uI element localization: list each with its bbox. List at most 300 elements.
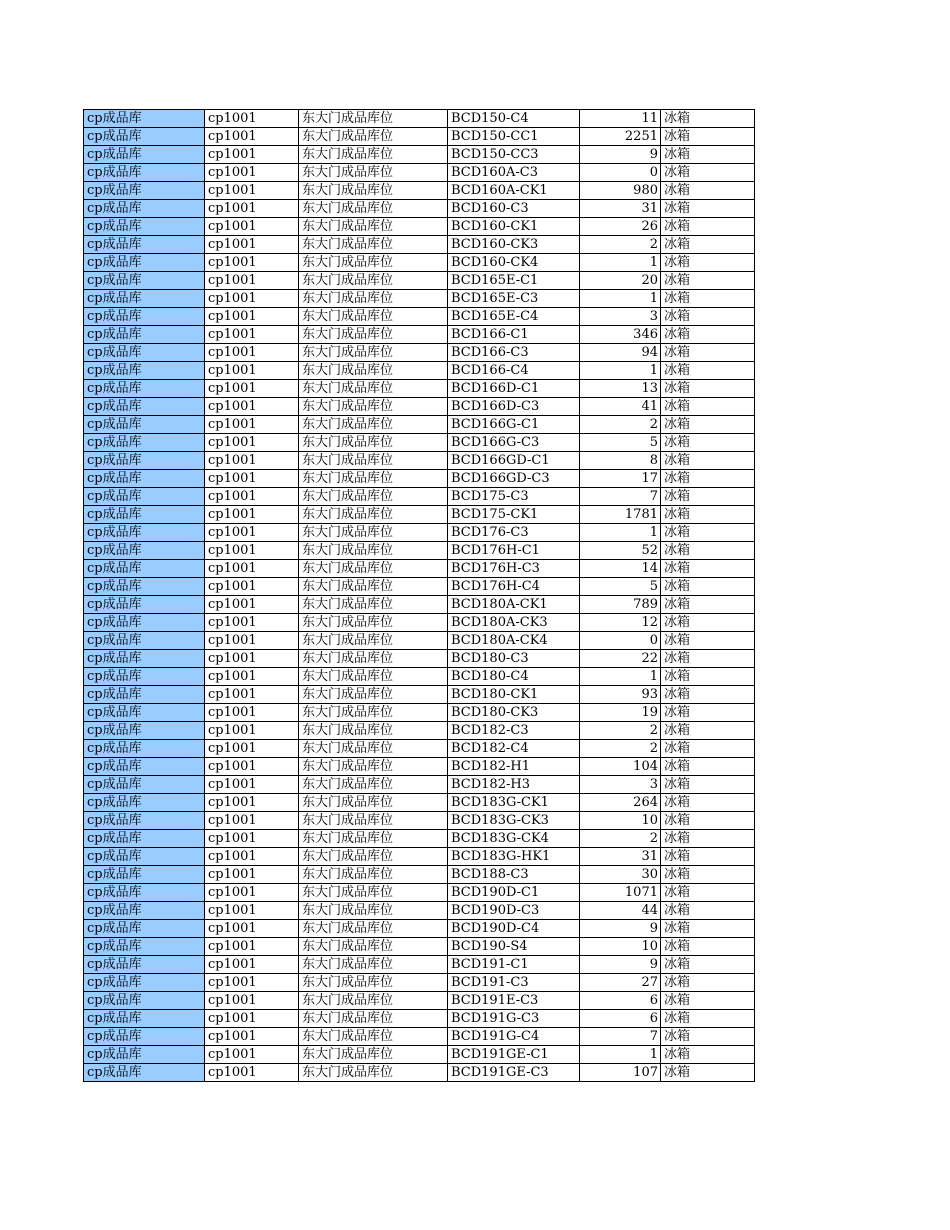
- model-cell[interactable]: BCD160A-C3: [448, 164, 580, 182]
- warehouse-cell[interactable]: cp成品库: [84, 398, 205, 416]
- model-cell[interactable]: BCD180-CK1: [448, 686, 580, 704]
- model-cell[interactable]: BCD180-C4: [448, 668, 580, 686]
- category-cell[interactable]: 冰箱: [661, 866, 755, 884]
- location-cell[interactable]: 东大门成品库位: [299, 722, 448, 740]
- quantity-cell[interactable]: 44: [580, 902, 661, 920]
- location-cell[interactable]: 东大门成品库位: [299, 704, 448, 722]
- quantity-cell[interactable]: 13: [580, 380, 661, 398]
- warehouse-cell[interactable]: cp成品库: [84, 362, 205, 380]
- location-cell[interactable]: 东大门成品库位: [299, 344, 448, 362]
- location-cell[interactable]: 东大门成品库位: [299, 740, 448, 758]
- quantity-cell[interactable]: 1: [580, 254, 661, 272]
- model-cell[interactable]: BCD190D-C4: [448, 920, 580, 938]
- category-cell[interactable]: 冰箱: [661, 596, 755, 614]
- location-cell[interactable]: 东大门成品库位: [299, 164, 448, 182]
- warehouse-cell[interactable]: cp成品库: [84, 326, 205, 344]
- warehouse-cell[interactable]: cp成品库: [84, 974, 205, 992]
- location-cell[interactable]: 东大门成品库位: [299, 488, 448, 506]
- model-cell[interactable]: BCD166D-C1: [448, 380, 580, 398]
- quantity-cell[interactable]: 94: [580, 344, 661, 362]
- location-cell[interactable]: 东大门成品库位: [299, 452, 448, 470]
- quantity-cell[interactable]: 7: [580, 488, 661, 506]
- quantity-cell[interactable]: 27: [580, 974, 661, 992]
- location-cell[interactable]: 东大门成品库位: [299, 560, 448, 578]
- warehouse-code-cell[interactable]: cp1001: [205, 1028, 299, 1046]
- location-cell[interactable]: 东大门成品库位: [299, 1046, 448, 1064]
- warehouse-code-cell[interactable]: cp1001: [205, 596, 299, 614]
- model-cell[interactable]: BCD176-C3: [448, 524, 580, 542]
- warehouse-cell[interactable]: cp成品库: [84, 1064, 205, 1082]
- model-cell[interactable]: BCD175-C3: [448, 488, 580, 506]
- location-cell[interactable]: 东大门成品库位: [299, 1010, 448, 1028]
- category-cell[interactable]: 冰箱: [661, 362, 755, 380]
- model-cell[interactable]: BCD191E-C3: [448, 992, 580, 1010]
- warehouse-code-cell[interactable]: cp1001: [205, 668, 299, 686]
- location-cell[interactable]: 东大门成品库位: [299, 200, 448, 218]
- category-cell[interactable]: 冰箱: [661, 236, 755, 254]
- model-cell[interactable]: BCD160-CK1: [448, 218, 580, 236]
- warehouse-code-cell[interactable]: cp1001: [205, 1046, 299, 1064]
- model-cell[interactable]: BCD165E-C4: [448, 308, 580, 326]
- model-cell[interactable]: BCD160-C3: [448, 200, 580, 218]
- location-cell[interactable]: 东大门成品库位: [299, 812, 448, 830]
- location-cell[interactable]: 东大门成品库位: [299, 650, 448, 668]
- warehouse-code-cell[interactable]: cp1001: [205, 794, 299, 812]
- warehouse-cell[interactable]: cp成品库: [84, 596, 205, 614]
- category-cell[interactable]: 冰箱: [661, 578, 755, 596]
- category-cell[interactable]: 冰箱: [661, 542, 755, 560]
- category-cell[interactable]: 冰箱: [661, 1028, 755, 1046]
- location-cell[interactable]: 东大门成品库位: [299, 524, 448, 542]
- category-cell[interactable]: 冰箱: [661, 434, 755, 452]
- category-cell[interactable]: 冰箱: [661, 398, 755, 416]
- model-cell[interactable]: BCD183G-HK1: [448, 848, 580, 866]
- warehouse-cell[interactable]: cp成品库: [84, 146, 205, 164]
- category-cell[interactable]: 冰箱: [661, 776, 755, 794]
- category-cell[interactable]: 冰箱: [661, 344, 755, 362]
- warehouse-code-cell[interactable]: cp1001: [205, 542, 299, 560]
- location-cell[interactable]: 东大门成品库位: [299, 974, 448, 992]
- quantity-cell[interactable]: 2251: [580, 128, 661, 146]
- model-cell[interactable]: BCD166GD-C3: [448, 470, 580, 488]
- warehouse-code-cell[interactable]: cp1001: [205, 992, 299, 1010]
- category-cell[interactable]: 冰箱: [661, 272, 755, 290]
- quantity-cell[interactable]: 980: [580, 182, 661, 200]
- warehouse-code-cell[interactable]: cp1001: [205, 164, 299, 182]
- location-cell[interactable]: 东大门成品库位: [299, 992, 448, 1010]
- location-cell[interactable]: 东大门成品库位: [299, 848, 448, 866]
- category-cell[interactable]: 冰箱: [661, 794, 755, 812]
- quantity-cell[interactable]: 1: [580, 290, 661, 308]
- warehouse-code-cell[interactable]: cp1001: [205, 524, 299, 542]
- warehouse-cell[interactable]: cp成品库: [84, 182, 205, 200]
- model-cell[interactable]: BCD166G-C1: [448, 416, 580, 434]
- model-cell[interactable]: BCD182-H1: [448, 758, 580, 776]
- category-cell[interactable]: 冰箱: [661, 308, 755, 326]
- category-cell[interactable]: 冰箱: [661, 182, 755, 200]
- warehouse-code-cell[interactable]: cp1001: [205, 344, 299, 362]
- warehouse-cell[interactable]: cp成品库: [84, 416, 205, 434]
- warehouse-code-cell[interactable]: cp1001: [205, 830, 299, 848]
- quantity-cell[interactable]: 5: [580, 434, 661, 452]
- warehouse-cell[interactable]: cp成品库: [84, 1028, 205, 1046]
- warehouse-cell[interactable]: cp成品库: [84, 542, 205, 560]
- warehouse-cell[interactable]: cp成品库: [84, 434, 205, 452]
- warehouse-cell[interactable]: cp成品库: [84, 722, 205, 740]
- warehouse-code-cell[interactable]: cp1001: [205, 128, 299, 146]
- warehouse-cell[interactable]: cp成品库: [84, 902, 205, 920]
- warehouse-cell[interactable]: cp成品库: [84, 758, 205, 776]
- warehouse-cell[interactable]: cp成品库: [84, 668, 205, 686]
- model-cell[interactable]: BCD166-C3: [448, 344, 580, 362]
- warehouse-code-cell[interactable]: cp1001: [205, 236, 299, 254]
- warehouse-code-cell[interactable]: cp1001: [205, 740, 299, 758]
- category-cell[interactable]: 冰箱: [661, 686, 755, 704]
- quantity-cell[interactable]: 6: [580, 1010, 661, 1028]
- warehouse-cell[interactable]: cp成品库: [84, 1046, 205, 1064]
- category-cell[interactable]: 冰箱: [661, 416, 755, 434]
- location-cell[interactable]: 东大门成品库位: [299, 380, 448, 398]
- warehouse-code-cell[interactable]: cp1001: [205, 632, 299, 650]
- location-cell[interactable]: 东大门成品库位: [299, 938, 448, 956]
- model-cell[interactable]: BCD180A-CK1: [448, 596, 580, 614]
- warehouse-cell[interactable]: cp成品库: [84, 218, 205, 236]
- quantity-cell[interactable]: 12: [580, 614, 661, 632]
- quantity-cell[interactable]: 10: [580, 812, 661, 830]
- model-cell[interactable]: BCD183G-CK3: [448, 812, 580, 830]
- quantity-cell[interactable]: 17: [580, 470, 661, 488]
- warehouse-code-cell[interactable]: cp1001: [205, 434, 299, 452]
- model-cell[interactable]: BCD165E-C3: [448, 290, 580, 308]
- warehouse-code-cell[interactable]: cp1001: [205, 938, 299, 956]
- model-cell[interactable]: BCD160-CK4: [448, 254, 580, 272]
- warehouse-code-cell[interactable]: cp1001: [205, 110, 299, 128]
- category-cell[interactable]: 冰箱: [661, 452, 755, 470]
- quantity-cell[interactable]: 31: [580, 200, 661, 218]
- warehouse-code-cell[interactable]: cp1001: [205, 452, 299, 470]
- quantity-cell[interactable]: 346: [580, 326, 661, 344]
- quantity-cell[interactable]: 19: [580, 704, 661, 722]
- quantity-cell[interactable]: 11: [580, 110, 661, 128]
- warehouse-code-cell[interactable]: cp1001: [205, 254, 299, 272]
- category-cell[interactable]: 冰箱: [661, 200, 755, 218]
- warehouse-code-cell[interactable]: cp1001: [205, 470, 299, 488]
- category-cell[interactable]: 冰箱: [661, 650, 755, 668]
- model-cell[interactable]: BCD182-C3: [448, 722, 580, 740]
- warehouse-cell[interactable]: cp成品库: [84, 992, 205, 1010]
- quantity-cell[interactable]: 1: [580, 668, 661, 686]
- model-cell[interactable]: BCD160-CK3: [448, 236, 580, 254]
- category-cell[interactable]: 冰箱: [661, 920, 755, 938]
- category-cell[interactable]: 冰箱: [661, 848, 755, 866]
- warehouse-code-cell[interactable]: cp1001: [205, 812, 299, 830]
- category-cell[interactable]: 冰箱: [661, 524, 755, 542]
- quantity-cell[interactable]: 2: [580, 416, 661, 434]
- model-cell[interactable]: BCD190D-C1: [448, 884, 580, 902]
- quantity-cell[interactable]: 10: [580, 938, 661, 956]
- warehouse-code-cell[interactable]: cp1001: [205, 560, 299, 578]
- model-cell[interactable]: BCD180A-CK4: [448, 632, 580, 650]
- location-cell[interactable]: 东大门成品库位: [299, 128, 448, 146]
- model-cell[interactable]: BCD165E-C1: [448, 272, 580, 290]
- model-cell[interactable]: BCD166-C4: [448, 362, 580, 380]
- category-cell[interactable]: 冰箱: [661, 956, 755, 974]
- category-cell[interactable]: 冰箱: [661, 902, 755, 920]
- model-cell[interactable]: BCD166G-C3: [448, 434, 580, 452]
- warehouse-cell[interactable]: cp成品库: [84, 884, 205, 902]
- warehouse-code-cell[interactable]: cp1001: [205, 398, 299, 416]
- warehouse-cell[interactable]: cp成品库: [84, 920, 205, 938]
- location-cell[interactable]: 东大门成品库位: [299, 434, 448, 452]
- location-cell[interactable]: 东大门成品库位: [299, 1028, 448, 1046]
- warehouse-code-cell[interactable]: cp1001: [205, 488, 299, 506]
- category-cell[interactable]: 冰箱: [661, 668, 755, 686]
- quantity-cell[interactable]: 8: [580, 452, 661, 470]
- model-cell[interactable]: BCD183G-CK1: [448, 794, 580, 812]
- model-cell[interactable]: BCD191G-C3: [448, 1010, 580, 1028]
- location-cell[interactable]: 东大门成品库位: [299, 218, 448, 236]
- model-cell[interactable]: BCD166D-C3: [448, 398, 580, 416]
- category-cell[interactable]: 冰箱: [661, 758, 755, 776]
- quantity-cell[interactable]: 52: [580, 542, 661, 560]
- model-cell[interactable]: BCD166-C1: [448, 326, 580, 344]
- category-cell[interactable]: 冰箱: [661, 146, 755, 164]
- warehouse-code-cell[interactable]: cp1001: [205, 416, 299, 434]
- model-cell[interactable]: BCD150-CC3: [448, 146, 580, 164]
- model-cell[interactable]: BCD191-C1: [448, 956, 580, 974]
- quantity-cell[interactable]: 2: [580, 830, 661, 848]
- quantity-cell[interactable]: 31: [580, 848, 661, 866]
- location-cell[interactable]: 东大门成品库位: [299, 470, 448, 488]
- model-cell[interactable]: BCD183G-CK4: [448, 830, 580, 848]
- warehouse-code-cell[interactable]: cp1001: [205, 704, 299, 722]
- category-cell[interactable]: 冰箱: [661, 704, 755, 722]
- warehouse-cell[interactable]: cp成品库: [84, 110, 205, 128]
- category-cell[interactable]: 冰箱: [661, 506, 755, 524]
- model-cell[interactable]: BCD191G-C4: [448, 1028, 580, 1046]
- quantity-cell[interactable]: 1: [580, 524, 661, 542]
- category-cell[interactable]: 冰箱: [661, 740, 755, 758]
- model-cell[interactable]: BCD175-CK1: [448, 506, 580, 524]
- warehouse-cell[interactable]: cp成品库: [84, 956, 205, 974]
- location-cell[interactable]: 东大门成品库位: [299, 776, 448, 794]
- quantity-cell[interactable]: 1781: [580, 506, 661, 524]
- warehouse-cell[interactable]: cp成品库: [84, 1010, 205, 1028]
- warehouse-cell[interactable]: cp成品库: [84, 452, 205, 470]
- warehouse-code-cell[interactable]: cp1001: [205, 146, 299, 164]
- warehouse-cell[interactable]: cp成品库: [84, 848, 205, 866]
- warehouse-cell[interactable]: cp成品库: [84, 740, 205, 758]
- location-cell[interactable]: 东大门成品库位: [299, 866, 448, 884]
- model-cell[interactable]: BCD190-S4: [448, 938, 580, 956]
- warehouse-code-cell[interactable]: cp1001: [205, 578, 299, 596]
- warehouse-code-cell[interactable]: cp1001: [205, 956, 299, 974]
- location-cell[interactable]: 东大门成品库位: [299, 758, 448, 776]
- category-cell[interactable]: 冰箱: [661, 722, 755, 740]
- warehouse-code-cell[interactable]: cp1001: [205, 902, 299, 920]
- warehouse-cell[interactable]: cp成品库: [84, 128, 205, 146]
- model-cell[interactable]: BCD180-CK3: [448, 704, 580, 722]
- quantity-cell[interactable]: 789: [580, 596, 661, 614]
- warehouse-cell[interactable]: cp成品库: [84, 794, 205, 812]
- category-cell[interactable]: 冰箱: [661, 632, 755, 650]
- quantity-cell[interactable]: 3: [580, 776, 661, 794]
- warehouse-cell[interactable]: cp成品库: [84, 272, 205, 290]
- quantity-cell[interactable]: 107: [580, 1064, 661, 1082]
- warehouse-code-cell[interactable]: cp1001: [205, 686, 299, 704]
- quantity-cell[interactable]: 9: [580, 956, 661, 974]
- model-cell[interactable]: BCD176H-C4: [448, 578, 580, 596]
- location-cell[interactable]: 东大门成品库位: [299, 272, 448, 290]
- quantity-cell[interactable]: 1071: [580, 884, 661, 902]
- warehouse-code-cell[interactable]: cp1001: [205, 200, 299, 218]
- warehouse-cell[interactable]: cp成品库: [84, 830, 205, 848]
- model-cell[interactable]: BCD191GE-C3: [448, 1064, 580, 1082]
- category-cell[interactable]: 冰箱: [661, 1010, 755, 1028]
- warehouse-cell[interactable]: cp成品库: [84, 380, 205, 398]
- category-cell[interactable]: 冰箱: [661, 884, 755, 902]
- model-cell[interactable]: BCD190D-C3: [448, 902, 580, 920]
- category-cell[interactable]: 冰箱: [661, 326, 755, 344]
- warehouse-code-cell[interactable]: cp1001: [205, 308, 299, 326]
- warehouse-cell[interactable]: cp成品库: [84, 164, 205, 182]
- warehouse-cell[interactable]: cp成品库: [84, 236, 205, 254]
- model-cell[interactable]: BCD176H-C3: [448, 560, 580, 578]
- quantity-cell[interactable]: 1: [580, 1046, 661, 1064]
- category-cell[interactable]: 冰箱: [661, 290, 755, 308]
- location-cell[interactable]: 东大门成品库位: [299, 362, 448, 380]
- warehouse-cell[interactable]: cp成品库: [84, 578, 205, 596]
- quantity-cell[interactable]: 6: [580, 992, 661, 1010]
- quantity-cell[interactable]: 30: [580, 866, 661, 884]
- warehouse-code-cell[interactable]: cp1001: [205, 866, 299, 884]
- category-cell[interactable]: 冰箱: [661, 974, 755, 992]
- warehouse-code-cell[interactable]: cp1001: [205, 758, 299, 776]
- warehouse-cell[interactable]: cp成品库: [84, 686, 205, 704]
- location-cell[interactable]: 东大门成品库位: [299, 956, 448, 974]
- quantity-cell[interactable]: 41: [580, 398, 661, 416]
- model-cell[interactable]: BCD150-C4: [448, 110, 580, 128]
- location-cell[interactable]: 东大门成品库位: [299, 902, 448, 920]
- category-cell[interactable]: 冰箱: [661, 1046, 755, 1064]
- warehouse-code-cell[interactable]: cp1001: [205, 1064, 299, 1082]
- model-cell[interactable]: BCD180-C3: [448, 650, 580, 668]
- warehouse-code-cell[interactable]: cp1001: [205, 974, 299, 992]
- category-cell[interactable]: 冰箱: [661, 488, 755, 506]
- quantity-cell[interactable]: 9: [580, 146, 661, 164]
- warehouse-cell[interactable]: cp成品库: [84, 938, 205, 956]
- quantity-cell[interactable]: 104: [580, 758, 661, 776]
- quantity-cell[interactable]: 264: [580, 794, 661, 812]
- location-cell[interactable]: 东大门成品库位: [299, 614, 448, 632]
- quantity-cell[interactable]: 0: [580, 632, 661, 650]
- category-cell[interactable]: 冰箱: [661, 614, 755, 632]
- warehouse-code-cell[interactable]: cp1001: [205, 362, 299, 380]
- location-cell[interactable]: 东大门成品库位: [299, 668, 448, 686]
- warehouse-code-cell[interactable]: cp1001: [205, 218, 299, 236]
- location-cell[interactable]: 东大门成品库位: [299, 920, 448, 938]
- warehouse-cell[interactable]: cp成品库: [84, 812, 205, 830]
- quantity-cell[interactable]: 22: [580, 650, 661, 668]
- location-cell[interactable]: 东大门成品库位: [299, 290, 448, 308]
- warehouse-code-cell[interactable]: cp1001: [205, 182, 299, 200]
- quantity-cell[interactable]: 14: [580, 560, 661, 578]
- quantity-cell[interactable]: 20: [580, 272, 661, 290]
- quantity-cell[interactable]: 2: [580, 740, 661, 758]
- location-cell[interactable]: 东大门成品库位: [299, 632, 448, 650]
- location-cell[interactable]: 东大门成品库位: [299, 110, 448, 128]
- quantity-cell[interactable]: 1: [580, 362, 661, 380]
- location-cell[interactable]: 东大门成品库位: [299, 578, 448, 596]
- quantity-cell[interactable]: 0: [580, 164, 661, 182]
- location-cell[interactable]: 东大门成品库位: [299, 596, 448, 614]
- model-cell[interactable]: BCD180A-CK3: [448, 614, 580, 632]
- model-cell[interactable]: BCD191-C3: [448, 974, 580, 992]
- quantity-cell[interactable]: 9: [580, 920, 661, 938]
- warehouse-cell[interactable]: cp成品库: [84, 200, 205, 218]
- location-cell[interactable]: 东大门成品库位: [299, 398, 448, 416]
- warehouse-code-cell[interactable]: cp1001: [205, 650, 299, 668]
- warehouse-code-cell[interactable]: cp1001: [205, 776, 299, 794]
- category-cell[interactable]: 冰箱: [661, 992, 755, 1010]
- category-cell[interactable]: 冰箱: [661, 254, 755, 272]
- location-cell[interactable]: 东大门成品库位: [299, 542, 448, 560]
- location-cell[interactable]: 东大门成品库位: [299, 236, 448, 254]
- model-cell[interactable]: BCD182-H3: [448, 776, 580, 794]
- warehouse-code-cell[interactable]: cp1001: [205, 920, 299, 938]
- location-cell[interactable]: 东大门成品库位: [299, 146, 448, 164]
- warehouse-code-cell[interactable]: cp1001: [205, 848, 299, 866]
- category-cell[interactable]: 冰箱: [661, 830, 755, 848]
- quantity-cell[interactable]: 5: [580, 578, 661, 596]
- model-cell[interactable]: BCD166GD-C1: [448, 452, 580, 470]
- warehouse-cell[interactable]: cp成品库: [84, 560, 205, 578]
- location-cell[interactable]: 东大门成品库位: [299, 308, 448, 326]
- warehouse-cell[interactable]: cp成品库: [84, 632, 205, 650]
- warehouse-cell[interactable]: cp成品库: [84, 614, 205, 632]
- location-cell[interactable]: 东大门成品库位: [299, 254, 448, 272]
- warehouse-cell[interactable]: cp成品库: [84, 650, 205, 668]
- location-cell[interactable]: 东大门成品库位: [299, 1064, 448, 1082]
- warehouse-cell[interactable]: cp成品库: [84, 290, 205, 308]
- quantity-cell[interactable]: 7: [580, 1028, 661, 1046]
- warehouse-cell[interactable]: cp成品库: [84, 470, 205, 488]
- location-cell[interactable]: 东大门成品库位: [299, 326, 448, 344]
- warehouse-cell[interactable]: cp成品库: [84, 506, 205, 524]
- warehouse-cell[interactable]: cp成品库: [84, 704, 205, 722]
- warehouse-cell[interactable]: cp成品库: [84, 776, 205, 794]
- model-cell[interactable]: BCD176H-C1: [448, 542, 580, 560]
- warehouse-code-cell[interactable]: cp1001: [205, 272, 299, 290]
- category-cell[interactable]: 冰箱: [661, 812, 755, 830]
- warehouse-cell[interactable]: cp成品库: [84, 488, 205, 506]
- category-cell[interactable]: 冰箱: [661, 560, 755, 578]
- category-cell[interactable]: 冰箱: [661, 218, 755, 236]
- location-cell[interactable]: 东大门成品库位: [299, 830, 448, 848]
- location-cell[interactable]: 东大门成品库位: [299, 182, 448, 200]
- model-cell[interactable]: BCD182-C4: [448, 740, 580, 758]
- location-cell[interactable]: 东大门成品库位: [299, 794, 448, 812]
- quantity-cell[interactable]: 2: [580, 236, 661, 254]
- model-cell[interactable]: BCD150-CC1: [448, 128, 580, 146]
- category-cell[interactable]: 冰箱: [661, 938, 755, 956]
- category-cell[interactable]: 冰箱: [661, 470, 755, 488]
- model-cell[interactable]: BCD160A-CK1: [448, 182, 580, 200]
- location-cell[interactable]: 东大门成品库位: [299, 506, 448, 524]
- category-cell[interactable]: 冰箱: [661, 380, 755, 398]
- quantity-cell[interactable]: 93: [580, 686, 661, 704]
- location-cell[interactable]: 东大门成品库位: [299, 686, 448, 704]
